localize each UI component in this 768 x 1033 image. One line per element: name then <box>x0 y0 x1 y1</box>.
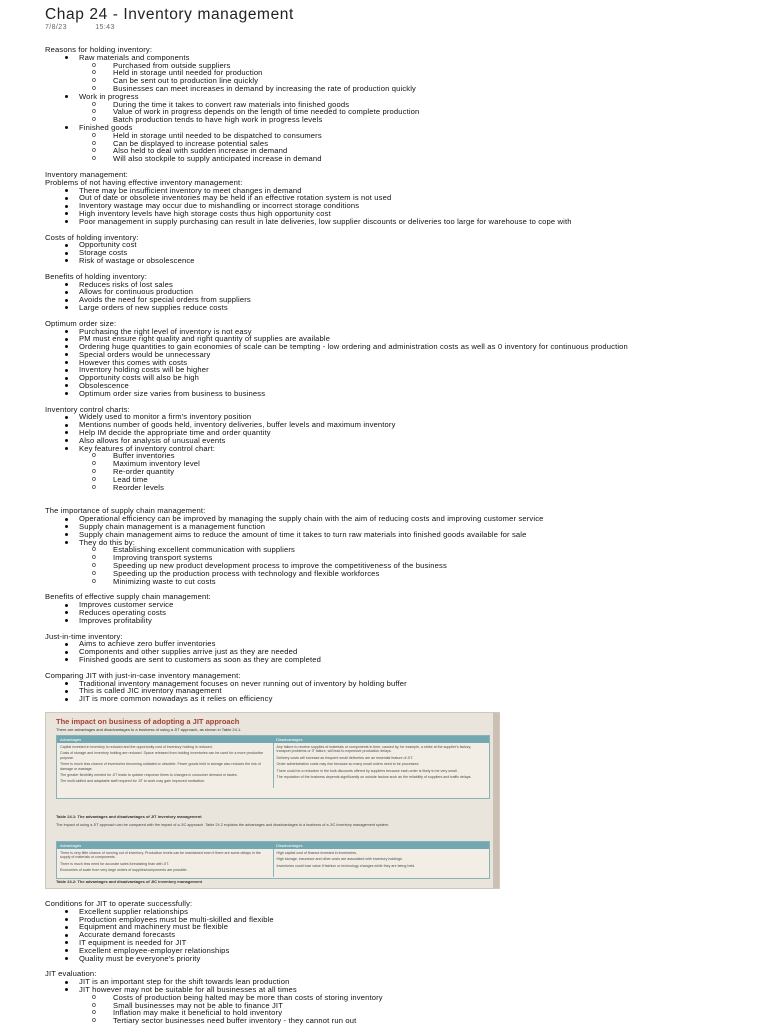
table-24-1 <box>56 735 490 799</box>
sub-bullet-item: o Purchased from outside suppliers <box>45 62 745 70</box>
bullet-item: Risk of wastage or obsolescence <box>45 257 745 265</box>
bullet-item: Improves customer service <box>45 601 745 609</box>
bullet-list <box>45 640 745 663</box>
bullet-item: Also allows for analysis of unusual events <box>45 437 745 445</box>
textbook-photo <box>45 712 500 889</box>
bullet-item: Ordering huge quantities to gain economies of scale can be tempting - low ordering and administration costs as well as 0 inventory for continuous production <box>45 343 745 351</box>
table-header-disadvantages: Disadvantages <box>276 843 303 848</box>
bullet-list <box>45 413 745 491</box>
section-jit-evaluation <box>45 970 745 1025</box>
sub-bullet-item: o Speeding up the production process with technology and flexible workforces <box>45 570 745 578</box>
sub-bullet-item: o Speeding up new product development process to improve the competitiveness of the business <box>45 562 745 570</box>
bullet-item: Supply chain management aims to reduce the amount of time it takes to turn raw materials into finished goods available for sale <box>45 531 745 539</box>
table-cell-text: Costs of storage and inventory holding are reduced. Space released from holding inventories can be used for a more productive purpose. <box>60 751 264 760</box>
bullet-item: Work in progress <box>45 93 745 101</box>
table-cell-text: High capital cost of finance invested in inventories. <box>276 851 358 855</box>
table-column-disadvantages <box>273 743 490 788</box>
table-header-advantages: Advantages <box>60 737 82 742</box>
section-heading: Inventory control charts: <box>45 404 130 414</box>
bullet-item: Opportunity cost <box>45 241 745 249</box>
sub-bullet-item: o Improving transport systems <box>45 554 745 562</box>
bullet-item: However this comes with costs <box>45 359 745 367</box>
bullet-item: There may be insufficient inventory to meet changes in demand <box>45 187 745 195</box>
bullet-item: JIT is more common nowadays as it relies on efficiency <box>45 695 745 703</box>
table-24-2 <box>56 841 490 879</box>
sub-bullet-item: o During the time it takes to convert raw materials into finished goods <box>45 101 745 109</box>
bullet-list <box>45 680 745 703</box>
bullet-item: Operational efficiency can be improved by managing the supply chain with the aim of reducing costs and improving customer service <box>45 515 745 523</box>
section-jit <box>45 633 745 664</box>
bullet-item: Reduces operating costs <box>45 609 745 617</box>
bullet-item: Key features of inventory control chart: <box>45 445 745 453</box>
note-body-lower <box>45 900 745 1033</box>
note-meta <box>45 24 141 31</box>
section-heading: Reasons for holding inventory: <box>45 45 153 54</box>
bullet-list <box>45 978 745 1025</box>
page-title: Chap 24 - Inventory management <box>45 6 294 23</box>
bullet-item: Excellent employee-employer relationships <box>45 947 745 955</box>
photo-intro: There are advantages and disadvantages to a business of using a JIT approach, as shown in Table 24.1. <box>56 727 242 732</box>
bullet-item: Quality must be everyone's priority <box>45 955 745 963</box>
bullet-item: IT equipment is needed for JIT <box>45 939 745 947</box>
bullet-item: Reduces risks of lost sales <box>45 281 745 289</box>
section-heading: Inventory management: <box>45 169 128 179</box>
photo-title: The impact on business of adopting a JIT approach <box>56 717 240 726</box>
bullet-item: Allows for continuous production <box>45 288 745 296</box>
bullet-item: PM must ensure right quality and right quantity of supplies are available <box>45 335 745 343</box>
bullet-item: Purchasing the right level of inventory is not easy <box>45 328 745 336</box>
table-cell-text: There could be a reduction in the bulk discounts offered by suppliers because each order is likely to be very small. <box>276 768 458 773</box>
bullet-item: Obsolescence <box>45 382 745 390</box>
section-supply-chain <box>45 507 745 585</box>
section-optimum-order <box>45 320 745 398</box>
sub-bullet-item: o Lead time <box>45 476 745 484</box>
section-heading: Optimum order size: <box>45 318 117 328</box>
bullet-item: Raw materials and components <box>45 54 745 62</box>
bullet-list <box>45 281 745 312</box>
table-cell-text: Any failure to receive supplies of materials or components in time, caused by, for example, a strike at the supplier's factory, transport problems or IT failure, will lead to expensive production delays. <box>276 745 472 754</box>
bullet-list <box>45 54 745 163</box>
table-cell-text: The greater flexibility needed for JIT leads to quicker response times to changes in consumer demand or tastes. <box>60 773 238 778</box>
bullet-item: Inventory holding costs will be higher <box>45 366 745 374</box>
table-header-disadvantages: Disadvantages <box>276 737 303 742</box>
bullet-item: Traditional inventory management focuses on never running out of inventory by holding buffer <box>45 680 745 688</box>
bullet-item: Aims to achieve zero buffer inventories <box>45 640 745 648</box>
note-date: 7/8/23 <box>45 24 67 31</box>
bullet-item: Storage costs <box>45 249 745 257</box>
table-cell-text: Inventories could lose value if fashion or technology changes while they are being held. <box>276 863 416 868</box>
bullet-item: Widely used to monitor a firm's inventory position <box>45 413 745 421</box>
bullet-item: Improves profitability <box>45 617 745 625</box>
section-inventory-management <box>45 171 745 226</box>
bullet-item: Finished goods are sent to customers as soon as they are completed <box>45 656 745 664</box>
bullet-item: Opportunity costs will also be high <box>45 374 745 382</box>
table-cell-text: Order administration costs may rise because so many small orders need to be processed. <box>276 762 420 767</box>
section-jit-conditions <box>45 900 745 962</box>
table-column-advantages <box>57 743 273 788</box>
sub-bullet-item: o Reorder levels <box>45 484 745 492</box>
bullet-item: Poor management in supply purchasing can result in late deliveries, low supplier discounts or deliveries too large for warehouse to cope with <box>45 218 745 226</box>
sub-bullet-item: o Re-order quantity <box>45 468 745 476</box>
sub-bullet-item: o Businesses can meet increases in demand by increasing the rate of production quickly <box>45 85 745 93</box>
section-jit-vs-jic <box>45 672 745 703</box>
sub-bullet-item: o Can be sent out to production line quickly <box>45 77 745 85</box>
bullet-item: They do this by: <box>45 539 745 547</box>
sub-bullet-item: o Batch production tends to have high work in progress levels <box>45 116 745 124</box>
table-column-advantages <box>57 849 273 877</box>
table-cell-text: The reputation of the business depends significantly on outside factors such as the reliability of suppliers and traffic delays. <box>276 775 472 780</box>
table-caption: Table 24.2: The advantages and disadvantages of JIC inventory management <box>56 879 202 884</box>
sub-bullet-item: o Buffer inventories <box>45 452 745 460</box>
bullet-item: Optimum order size varies from business to business <box>45 390 745 398</box>
sub-bullet-item: o Can be displayed to increase potential sales <box>45 140 745 148</box>
section-supply-benefits <box>45 593 745 624</box>
section-heading: Benefits of effective supply chain management: <box>45 592 211 602</box>
sub-bullet-item: o Establishing excellent communication with suppliers <box>45 546 745 554</box>
bullet-item: Special orders would be unnecessary <box>45 351 745 359</box>
bullet-list <box>45 908 745 963</box>
section-heading: Benefits of holding inventory: <box>45 271 148 281</box>
sub-bullet-item: o Minimizing waste to cut costs <box>45 578 745 586</box>
sub-bullet-item: o Value of work in progress depends on the length of time needed to complete production <box>45 108 745 116</box>
bullet-list <box>45 601 745 624</box>
table-cell-text: Economies of scale from very large orders of supplies/components are possible. <box>60 868 188 873</box>
photo-page-edge <box>493 713 499 888</box>
table-cell-text: Capital invested in inventory is reduced and the opportunity cost of inventory holding is reduced. <box>60 745 213 749</box>
bullet-item: Avoids the need for special orders from suppliers <box>45 296 745 304</box>
bullet-item: High inventory levels have high storage costs thus high opportunity cost <box>45 210 745 218</box>
sub-bullet-item: o Tertiary sector businesses need buffer inventory - they cannot run out <box>45 1017 745 1025</box>
sub-bullet-item: o Held in storage until needed to be dispatched to consumers <box>45 132 745 140</box>
section-heading: Costs of holding inventory: <box>45 232 139 242</box>
section-costs <box>45 234 745 265</box>
bullet-item: JIT is an important step for the shift towards lean production <box>45 978 745 986</box>
bullet-item: Out of date or obsolete inventories may be held if an effective rotation system is not used <box>45 194 745 202</box>
bullet-list <box>45 241 745 264</box>
bullet-item: Production employees must be multi-skilled and flexible <box>45 916 745 924</box>
section-heading: JIT evaluation: <box>45 969 97 979</box>
sub-bullet-item: o Held in storage until needed for production <box>45 69 745 77</box>
section-heading: The importance of supply chain management: <box>45 506 206 516</box>
table-cell-text: Delivery costs will increase as frequent small deliveries are an essential feature of JIT. <box>276 755 414 760</box>
photo-paragraph: The impact of using a JIT approach can be compared with the impact of a JIC approach. Table 24.2 explains the advantages and disadvantages to a business of a JIC inventory management system. <box>56 823 390 827</box>
section-benefits <box>45 273 745 312</box>
bullet-item: Equipment and machinery must be flexible <box>45 923 745 931</box>
note-body <box>45 46 745 711</box>
bullet-item: Mentions number of goods held, inventory deliveries, buffer levels and maximum inventory <box>45 421 745 429</box>
bullet-list <box>45 515 745 585</box>
sub-bullet-item: o Costs of production being halted may be more than costs of storing inventory <box>45 994 745 1002</box>
table-header-advantages: Advantages <box>60 843 82 848</box>
section-control-charts <box>45 406 745 492</box>
bullet-item: Supply chain management is a management function <box>45 523 745 531</box>
bullet-item: JIT however may not be suitable for all businesses at all times <box>45 986 745 994</box>
note-time: 15:43 <box>95 24 115 31</box>
bullet-item: Large orders of new supplies reduce costs <box>45 304 745 312</box>
bullet-list <box>45 187 745 226</box>
section-heading: Conditions for JIT to operate successfully: <box>45 899 193 908</box>
bullet-item: Finished goods <box>45 124 745 132</box>
table-cell-text: The multi-skilled and adaptable staff required for JIT to work may gain improved motivation. <box>60 779 206 784</box>
section-subheading: Problems of not having effective inventory management: <box>45 177 243 187</box>
sub-bullet-item: o Will also stockpile to supply anticipated increase in demand <box>45 155 745 163</box>
table-cell-text: There is much less chance of inventories becoming outdated or obsolete. Fewer goods held in storage also reduces the risk of damage or wastage. <box>60 762 261 771</box>
bullet-item: Components and other supplies arrive just as they are needed <box>45 648 745 656</box>
table-cell-text: There is much less need for accurate sales forecasting than with JIT. <box>60 861 170 866</box>
bullet-list <box>45 328 745 398</box>
section-heading: Just-in-time inventory: <box>45 631 123 641</box>
section-heading: Comparing JIT with just-in-case inventory management: <box>45 670 241 680</box>
bullet-item: This is called JIC inventory management <box>45 687 745 695</box>
table-cell-text: High storage, insurance and other costs are associated with inventory holdings. <box>276 857 403 862</box>
bullet-item: Accurate demand forecasts <box>45 931 745 939</box>
section-reasons <box>45 46 745 163</box>
bullet-item: Excellent supplier relationships <box>45 908 745 916</box>
sub-bullet-item: o Also held to deal with sudden increase in demand <box>45 147 745 155</box>
sub-bullet-item: o Small businesses may not be able to finance JIT <box>45 1002 745 1010</box>
table-column-disadvantages <box>273 849 490 877</box>
table-cell-text: There is very little chance of running out of inventory. Production levels can be maintained even if there are some delays in the supply of materials or components. <box>60 851 261 860</box>
bullet-item: Help IM decide the appropriate time and order quantity <box>45 429 745 437</box>
sub-bullet-item: o Maximum inventory level <box>45 460 745 468</box>
sub-bullet-item: o Inflation may make it beneficial to hold inventory <box>45 1009 745 1017</box>
table-caption: Table 24.1: The advantages and disadvantages of JIT inventory management <box>56 814 202 819</box>
bullet-item: Inventory wastage may occur due to mishandling or incorrect storage conditions <box>45 202 745 210</box>
